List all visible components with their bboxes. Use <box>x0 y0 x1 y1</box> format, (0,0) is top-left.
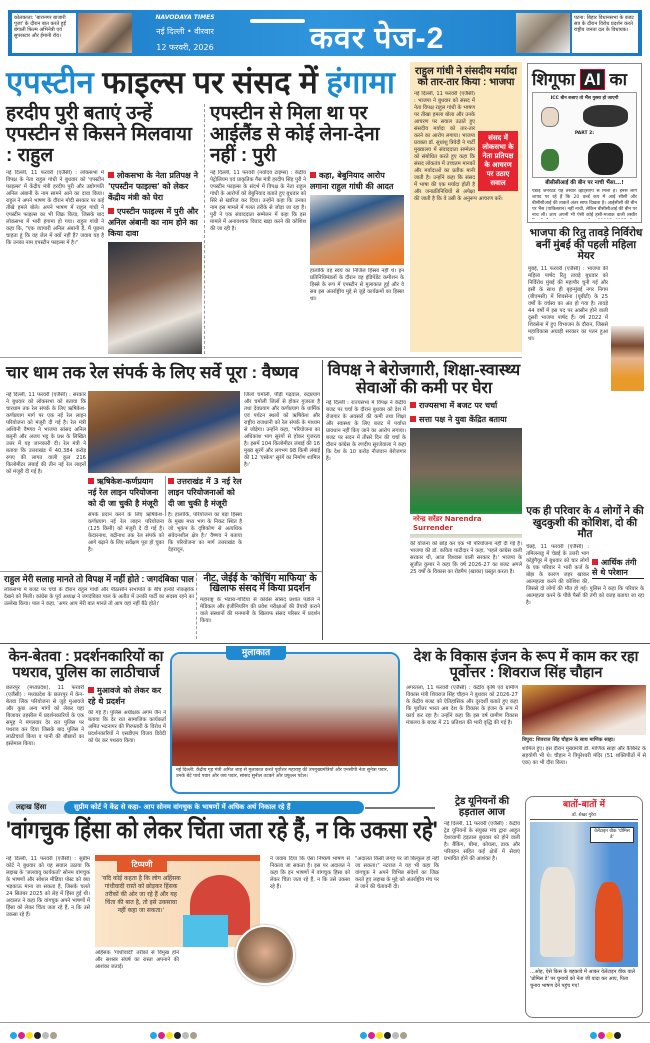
page-title: कवर पेज-2 <box>310 22 445 55</box>
wangchuk-body-2: अहिंसक 'गांधीवादी' तरीकों से विमुख होने और सशस्त्र संघर्ष का रास्ता अपनाने की आशंका जताई। <box>95 950 179 970</box>
bjp-callout: संसद में लोकसभा के नेता प्रतिपक्ष के आचरण पर उठाए सवाल <box>478 131 518 191</box>
opposition-body-2: की योजना को छोड़ कर एक भी परियोजना नहीं दी गई है। भाजपा की डॉ. कविता पाटीदार ने कहा, 'पहले कांग्रेस वाली सरकार थी, आज विश्वास वाली सरकार है।' भाजपा के सुजीत कुमार ने कहा कि वर्ष 2026-27 का बजट अगले 25 वर्षों के विकास का रोडमैप (खाका) प्रस्तुत करता है। <box>410 541 522 576</box>
lead-bullets <box>108 170 202 354</box>
cartoon-note: एडाई जेनरेटेड यह तस्वीर व्हाट्सएप से मिली है। इनसे लोग शायद पर रहे हैं कि 20 वर्ल्ड कप में आई सीसी और बीसीसीआई की ताकतें अंतर साफ दिखता है। आईसीसी की बीन पर भैंस (पाकिस्तान) नहीं नाची, लेकिन बीसीसीआई की बीन पर नाच ली। आप अपनी भी ऐसी कोई हंसी-मजाक वाली तस्वीर <box>532 189 637 218</box>
issue-date: 12 फरवरी, 2026 <box>156 43 214 52</box>
meeting-label: मुलाकात <box>226 646 286 660</box>
header-arrow-decoration <box>250 19 305 23</box>
wangchuk-body: नई दिल्ली, 11 फरवरी (एजैंसी) : सुप्रीम कोर्ट ने बुधवार को यह सवाल उठाया कि लद्दाख के 'जलवायु कार्यकर्ता' सोनम वांगचुक के भाषणों और सोशल मीडिया पोस्ट को क्या भड़काऊ माना जा सकता है, जिसके चलते 24 सितंबर 2025 को लेह में हिंसा हुई थी। अदालत ने कहा कि वांगचुक अपने भाषणों में हिंसा को लेकर चिंता जता रहे हैं, न कि उसे उकसा रहे हैं। <box>6 856 90 918</box>
lead-subhead-puri: एपस्टीन से मिला था पर आईलैंड से कोई लेना-देना नहीं : पुरी <box>210 103 380 166</box>
section-rule <box>0 643 650 644</box>
wangchuk-body-4: "अदालत किसी जगह पर जो बिल्कुल हो नहीं जा सकता।" नटराज ने यह भी कहा कि वांगचुक ने अपने विभिन्न संदेशों का जिक्र करते हुए लद्दाख के मुद्दे को अंतर्राष्ट्रीय मंच पर ले जाने की चेतावनी दी। <box>355 856 439 890</box>
woman-illustration <box>595 882 623 962</box>
rail-body: नई दिल्ली, 11 फरवरी (एजैंसी) : सरकार ने बुधवार को लोकसभा को बताया कि चारधाम तक रेल संपर्क के लिए ऋषिकेश-कर्णप्रयाग मार्ग पर एक नई रेल लाइन परियोजना को मंजूरी दी गई है। रेल मंत्री अश्विनी वैष्णव ने भाजपा सांसद अनिल बलूनी और अजय भट्ट के प्रश्न के लिखित उत्तर में यह जानकारी दी। रेल मंत्री ने बताया कि उत्तराखंड में 40,384 करोड़ रुपए की लागत वाली कुल 216 किलोमीटर लंबाई की तीन नई रेल लाइनों को मंजूरी दी गई है। <box>6 392 86 475</box>
bullet: एपस्टीन फाइल्स में पुरी और अनिल अंबानी का नाम होने का किया दावा <box>108 206 202 239</box>
header-right-photo <box>516 13 570 53</box>
lead-headline <box>6 66 404 100</box>
shivraj-body: अगरतला, 11 फरवरी (एजैंसी) : केंद्रीय कृषि एवं ग्रामीण विकास मंत्री शिवराज सिंह चौहान ने बुधवार को 2026-27 के केंद्रीय बजट को ऐतिहासिक और दूरदर्शी बताते हुए कहा कि पूर्वोत्तर भारत अब देश के विकास के इंजन के रूप में कार्य कर रहा है। उन्होंने कहा कि इस वर्ष ग्रामीण विकास मंत्रालय के बजट में 21 प्रतिशत की भारी वृद्धि की गई है। <box>406 684 518 726</box>
rail-subcol-1 <box>88 476 164 568</box>
panel-caption: ICC बीन बजाए तो भैंस गुस्सा हो जाएगी <box>550 96 619 101</box>
shivraj-body-2: शामिल हुए। इस दौरान मुख्यमंत्री डॉ. माणिक साहा और कैबिनेट के सहयोगी भी थे। चौहान ने त्रिपुरेश्वरी मंदिर (51 शक्तिपीठों में से एक) का भी दौरा किया। <box>522 745 646 766</box>
wangchuk-body-3: ने जवाब दिया कि ऐसा निष्कर्ष भाषण से निकला जा सकता है। इस पर अदालत ने कहा कि इन भाषणों में वांगचुक हिंसा को लेकर चिंता जता रहे हैं, न कि उसे उकसा रहे हैं। <box>270 856 350 890</box>
lead-puri-row <box>210 170 404 354</box>
bullet: राज्यसभा में बजट पर चर्चा <box>410 400 522 411</box>
shigufa-title-wrap <box>532 67 638 90</box>
shivraj-side <box>522 685 646 794</box>
rail-headline-wrap <box>6 364 318 383</box>
comment-box <box>95 855 260 947</box>
shigufa-ai-box <box>527 63 642 223</box>
protest-banner: नरेन्द्र सरेंडर Narendra Surrender <box>410 514 522 534</box>
bullet: ऋषिकेश-कर्णप्रयाग नई रेल लाइन परियोजना को दी जा चुकी है मंजूरी <box>88 476 164 509</box>
paper-name: NAVODAYA TIMES <box>155 14 215 21</box>
family-headline: एक ही परिवार के 4 लोगों ने की खुदकुशी की कोशिश, दो की मौत <box>526 505 644 541</box>
hardeep-puri-photo <box>310 195 404 265</box>
rahul-advice-body: लोकसभा में बजट पर चर्चा के दौरान राहुल गांधी और पीठासीन सभापति के बीच हल्की नोकझोंक देखने को मिली। कांग्रेस के पूर्व अध्यक्ष ने जगदंबिका पाल के अतीत में उनकी पार्टी का सदस्य रहने का उल्लेख किया। पाल ने कहा, 'अगर आप मेरी बात मानते तो आप वहां नहीं बैठे होते।' <box>4 586 194 607</box>
lead-rahul-column <box>6 104 202 354</box>
kicker-rule <box>365 807 435 809</box>
rahul-advice-headline: राहुल मेरी सलाह मानते तो विपक्ष में नहीं होते : जगदंबिका पाल <box>4 574 194 584</box>
bullet: आर्थिक तंगी से थे परेशान <box>592 558 644 579</box>
color-registration-marks <box>590 1024 622 1043</box>
neet-headline: नीट, जेईई के 'कोचिंग माफिया' के खिलाफ संसद में किया प्रदर्शन <box>203 573 317 595</box>
wangchuk-headline: 'वांगचुक हिंसा को लेकर चिंता जता रहे हैं, न कि उकसा रहे' <box>6 817 438 844</box>
bullet: कहा, बेबुनियाद आरोप लगाना राहुल गांधी की आदत <box>310 170 404 192</box>
ken-betwa-body: छतरपुर (मध्यप्रदेश), 11 फरवरी (एजैंसी) : मध्यप्रदेश के छतरपुर में केन-बेतवा लिंक परियोजना से जुड़े मुआवजे और कुछ अन्य मांगों को लेकर यहां बिजावर तहसील में प्रदर्शनकारियों के एक समूह ने मंगलवार देर रात पुलिस पर पथराव कर दिया जिसके बाद पुलिस ने लाठीचार्ज किया व पानी की बौछारों का इस्तेमाल किया। <box>6 684 84 747</box>
title-part: शिगूफा <box>532 70 576 89</box>
baaton-baaton-mein-box <box>525 796 643 1018</box>
mayor-headline: भाजपा की रितु तावड़े निर्विरोध बनीं मुंबई की पहली महिला मेयर <box>529 227 643 263</box>
meeting-caption: नई दिल्ली: केंद्रीय गृह मंत्री अमित शाह से मुलाकात करते पूर्वोत्तर महाराष्ट्र की उपमुख्यमंत्रियों और एनसीपी नेता सुनेत्रा पवार, उनके बेटे पार्थ पवार और जय पवार, सांसद सुनील तटकरे और प्रफुल्ल पटेल। <box>176 768 389 779</box>
family-body-wrap <box>526 544 644 640</box>
masthead <box>140 14 230 53</box>
headline-part: एपस्टीन <box>6 65 94 100</box>
neet-story <box>200 574 320 639</box>
mayor-body-wrap <box>528 266 644 502</box>
lead-subhead-rahul: हरदीप पुरी बताएं उन्हें एपस्टीन से किसने मिलवाया : राहुल <box>6 103 192 166</box>
neet-body: महाराष्ट्र के भंडारा-गोंदिया से कांग्रेस सांसद प्रशांत पडोले ने मेडिकल और इंजीनियरिंग की प्रवेश परीक्षाओं की तैयारी कराने वाले संस्थानों की मनमानी के खिलाफ संसद परिसर में प्रदर्शन किया। <box>200 596 320 624</box>
bjp-story-box <box>410 62 522 352</box>
opposition-body: नई दिल्ली : राज्यसभा में विपक्ष ने केंद्रीय बजट पर चर्चा के दौरान बुधवार को देश में रोजगार के अवसरों की कमी तथा शिक्षा और स्वास्थ्य के लिए बजट में पर्याप्त प्रावधान नहीं किए जाने का आरोप लगाया। बजट पर सदन में तीसरे दिन की चर्चा के दौरान कांग्रेस के रणदीप सुरजेवाला ने कहा कि देश के 10 करोड़ नौजवान बेरोजगार हैं। <box>326 400 406 463</box>
lead-puri-column <box>210 104 404 354</box>
shigufa-title <box>532 67 638 90</box>
ritu-tawde-photo <box>611 326 644 391</box>
section-rule <box>0 571 322 572</box>
bjp-body-wrap <box>414 91 518 348</box>
rahul-gandhi-photo <box>108 242 202 354</box>
ken-betwa-row <box>6 685 166 794</box>
sonam-wangchuk-photo <box>235 925 295 985</box>
strike-body: नई दिल्ली, 11 फरवरी (एजैंसी) : केंद्रीय ट्रेड यूनियनों के संयुक्त मंच द्वारा आहूत देशव्यापी हड़ताल बुधवार को होने वाली है। बैंकिंग, बीमा, कोयला, डाक और परिवहन सहित कई क्षेत्रों में सेवाएं प्रभावित होने की आशंका है। <box>444 821 520 862</box>
kicker-bar <box>64 801 364 814</box>
color-registration-marks <box>150 1024 198 1043</box>
bjp-headline: राहुल गांधी ने संसदीय मर्यादा को तार-तार किया : भाजपा <box>415 66 517 88</box>
title-part: का <box>609 70 627 89</box>
color-registration-marks <box>10 1024 58 1043</box>
lead-body-puri: नई दिल्ली, 11 फरवरी (नवोदय टाइम्स) : केंद्रीय पेट्रोलियम एवं प्राकृतिक गैस मंत्री हरदीप सिंह पुरी ने एपस्टीन फाइल्स के संदर्भ में विपक्ष के नेता राहुल गांधी के आरोपों को बेबुनियाद बताते हुए बुधवार को सिरे से खारिज कर दिया। उन्होंने कहा कि उनका नाम इस मामले में गलत तरीके से जोड़ा जा रहा है। पुरी ने एक संवाददाता सम्मेलन में कहा कि इस मामले में अनावश्यक विवाद खड़ा करने की कोशिश की जा रही है। <box>210 169 306 232</box>
column-divider <box>322 360 323 640</box>
rail-body-4: है। हालांकि, परियोजना का बड़ा हिस्सा के मुख्य मध्य भाग के निकट स्थित है जो भूकंप के दृष्टिकोण से अत्यधिक संवेदनशील क्षेत्र है।' वैष्णव ने बताया कि परियोजना का मार्ग उत्तराखंड के देहरादून, <box>168 512 242 553</box>
bullet: लोकसभा के नेता प्रतिपक्ष ने 'एपस्टीन फाइल्स' को लेकर केंद्रीय मंत्री को घेरा <box>108 170 202 203</box>
kicker-text: सुप्रीम कोर्ट ने केंद्र से कहा- आप सोनम वांगचुक के भाषणों में अधिक अर्थ निकाल रहे हैं <box>74 803 291 811</box>
mayor-story <box>528 228 644 502</box>
opposition-row <box>326 400 522 640</box>
bullet: मुआवजे को लेकर कर रहे थे प्रदर्शन <box>88 685 166 707</box>
header-right-caption: पटना: बिहार विधानसभा के बजट सत्र के दौरान विरोध प्रदर्शन करते राष्ट्रीय जनता दल के विधायक। <box>572 13 638 53</box>
ken-betwa-headline: केन-बेतवा : प्रदर्शनकारियों का पथराव, पुलिस का लाठीचार्ज <box>8 649 164 681</box>
ai-cartoon-image <box>532 92 637 178</box>
opposition-side <box>410 400 522 640</box>
shivraj-photo-caption: त्रिपुरा: शिवराज सिंह चौहान के साथ माणिक साहा। <box>522 736 615 743</box>
lead-body-rahul: नई दिल्ली, 11 फरवरी (एजैंसी) : लोकसभा में विपक्ष के नेता राहुल गांधी ने बुधवार को 'एपस्टीन फाइल्स' में केंद्रीय मंत्री हरदीप पुरी और उद्योगपति अनिल अंबानी के नाम सामने आने का दावा किया। राहुल ने अपने भाषण के दौरान मोदी सरकार पर कई तीखे हमले बोले। अपने भाषण में राहुल गांधी ने एपस्टीन फाइल्स का भी जिक्र किया, जिसके बाद लोकसभा में भारी हंगामा हो गया। राहुल गांधी ने कहा कि, "एक व्यापारी अनिल अंबानी हैं, मैं पूछना चाहता हूं कि वह जेल में क्यों नहीं हैं? जवाब यह है कि उनका नाम एपस्टीन फाइल्स में है।" <box>6 169 104 246</box>
comment-label: टिप्पणी <box>117 858 167 872</box>
opposition-story <box>326 362 522 640</box>
shivraj-story <box>406 650 646 794</box>
rail-headline: चार धाम तक रेल संपर्क के लिए सर्वे पूरा : वैष्णव <box>6 363 299 382</box>
ken-betwa-body-2: की गई है। पुलिस अधीक्षक अगम जैन ने बताया कि देर रात सामाजिक कार्यकर्ता अमित भटनागर की गिरफ्तारी के विरोध में प्रदर्शनकारियों ने एसडीएम विजय डिवेदी को घेर कर पथराव किया। <box>88 709 166 744</box>
ashwini-vaishnaw-photo <box>88 391 240 473</box>
shivraj-chauhan-photo <box>522 685 646 735</box>
buffalo-illustration <box>583 105 628 127</box>
cartoon-caption: बीसीसीआई की बीन पर नाची भैंसा...! <box>545 180 624 186</box>
shivraj-row <box>406 685 646 794</box>
rahul-advice-story <box>4 575 194 639</box>
cartoon-title: बातों-बातों में <box>562 800 606 810</box>
protest-photo <box>410 428 522 538</box>
rail-body-2: जिलों चमोली, पौड़ी गढ़वाल, रुद्रप्रयाग और चमोली जिलों से होकर गुजरता है तथा देवप्रयाग और कर्णप्रयाग के धार्मिक एवं पर्यटन स्थलों को ऋषिकेश और राष्ट्रीय राजधानी को रेल संपर्क के माध्यम से जोड़ेगा। उन्होंने कहा, 'परियोजना का अधिकांश भाग सुरंगों से होकर गुजरता है। इसमें 104 किलोमीटर लंबाई की 16 मुख्य सुरंगें और लगभग 98 किमी लंबाई की 12 'एस्केप' सुरंगें का निर्माण शामिल है।' <box>244 392 320 468</box>
column-divider <box>204 104 205 354</box>
shivraj-headline: देश के विकास इंजन के रूप में काम कर रहा पूर्वोत्तर : शिवराज सिंह चौहान <box>413 649 639 681</box>
footer-rule <box>0 1022 650 1023</box>
wangchuk-headline-wrap <box>6 818 438 844</box>
cartoon-sign: वेलेंटाइन वीक 'प्रोमिस डे' <box>590 827 634 843</box>
lead-rahul-row <box>6 170 202 354</box>
flute-player-illustration <box>541 149 559 171</box>
strike-headline: ट्रेड यूनियनों की हड़ताल आज <box>454 796 510 818</box>
ken-betwa-side <box>88 685 166 794</box>
amit-shah-meeting-photo <box>172 654 398 766</box>
bullet: उत्तराखंड में 3 नई रेल लाइन परियोजनाओं को दी जा चुकी है मंजूरी <box>168 477 242 508</box>
part-label: PART 2: <box>574 131 595 136</box>
bjp-body: नई दिल्ली, 11 फरवरी (एजैंसी) : भाजपा ने बुधवार को संसद में नेता विपक्ष राहुल गांधी के भाषण पर तीखा हमला बोला और उनके आचरण पर सवाल उठाते हुए संसदीय मर्यादा को तार-तार करने का आरोप लगाया। भाजपा प्रवक्ता डॉ. सुधांशु त्रिवेदी ने पार्टी मुख्यालय में संवाददाता सम्मेलन को संबोधित करते हुए कहा कि संसद लोकतंत्र में उच्चतम मानकों और मर्यादाओं का प्रतीक मानी जाती है। उन्होंने कहा कि संसद में भाषा की एक मर्यादा होती है और जनप्रतिनिधियों से अपेक्षा की जाती है कि वे उसी के अनुरूप आचरण करें। <box>414 91 503 202</box>
ai-logo: AI <box>580 69 605 90</box>
bullet: सत्ता पक्ष ने युवा केंद्रित बताया <box>410 414 522 425</box>
family-body: चेन्नई, 11 फरवरी (एजैंसी) : तमिलनाडु में चेन्नई के उत्तरी भाग कोडुंगैयूर में बुधवार को चार लोगों के एक परिवार ने भारी कर्ज के बोझ के कारण जहर खाकर आत्महत्या करने की कोशिश की, जिससे दो लोगों की मौत हो गई। पुलिस ने कहा कि परिवार के आत्महत्या करने के पीछे पैसों की तंगी को वजह बताया जा रहा है। <box>526 543 644 606</box>
cartoon-bottom-caption: ...ओह, ऐसे किस के बहकावे में आकर वेलेंटाइन वीक वाले 'प्रोमिस डे' पर चुनावों को नेता जी वादा कर आए, पिता चुनाव भाषण देने पहुंच गए! <box>530 969 635 989</box>
column-divider <box>196 573 197 639</box>
ken-betwa-story <box>6 650 166 794</box>
flute-player-illustration <box>541 107 559 127</box>
header-left-caption: कोलकाता: 'बारानगर बाजारी पूजा' के दौरान बात करते हुईं बंगाली फिल्म अभिनेत्री एवं सुपरस्टार और ईमानी रॉय। <box>12 13 76 53</box>
rail-subcol-2 <box>168 476 242 568</box>
comment-quote: 'यदि कोई कहता है कि लोग अहिंसक गांधीवादी रास्ते को छोड़कर हिंसक तरीकों की ओर जा रहे हैं और यह चिंता की बात है, तो इसे उकसावा नहीं कहा जा सकता।' <box>101 875 181 914</box>
family-story <box>526 506 644 640</box>
section-tag: लद्दाख हिंसा <box>8 801 68 814</box>
rail-body-3: संपर्क प्रदान करने के लिए ऋषिकेश-कर्णप्रयाग नई रेल लाइन परियोजना (125 किमी) को मंजूरी दे दी गई है। केदारनाथ, बद्रीनाथ तक रेल संपर्क को आगे बढ़ाने के लिए सर्वेक्षण पूरा हो चुका है। <box>88 512 164 553</box>
valentine-cartoon-image <box>530 822 638 967</box>
lead-puri-side <box>310 170 404 354</box>
column-divider <box>165 476 166 516</box>
headline-part: हंगामा <box>326 65 395 100</box>
place-day: नई दिल्ली • वीरवार <box>156 27 214 36</box>
headline-part: फाइल्स पर संसद में <box>102 65 318 100</box>
opposition-headline: विपक्ष ने बेरोजगारी, शिक्षा-स्वास्थ्य सेवाओं की कमी पर घेरा <box>327 362 521 397</box>
dancing-buffalo-illustration <box>588 143 623 175</box>
color-registration-marks <box>360 1024 408 1043</box>
meeting-photo-box <box>170 652 400 794</box>
lead-body-puri-2: हालांकि वह स्वयं का निजिल हिस्सा नहीं थे। इन प्रतिनिधिमंडलों के दौरान वह इंडिपेंडेंट कमीशन के हिस्से के रूप में एपस्टीन से मुलाकात हुई और वे सब इस अंतर्राष्ट्रीय मुद्दे से जुड़े कार्यक्रमों का हिस्सा था। <box>310 267 404 302</box>
podium-illustration <box>183 915 228 947</box>
old-man-illustration <box>540 867 575 957</box>
lead-headline-wrap <box>6 66 404 102</box>
section-rule <box>0 357 522 358</box>
mayor-body: मुंबई, 11 फरवरी (एजैंसी) : भाजपा की महिला पार्षद रितु तावड़े बुधवार को निर्विरोध मुंबई की महापौर चुनी गईं और इसी के साथ ही बृहन्मुंबई नगर निगम (बीएमसी) में शिवसेना (यूबीटी) के 25 वर्षों के वर्चस्व का अंत हो गया है। तावड़े 44 वर्षों में इस पद पर आसीन होने वाली दूसरी भाजपा पार्षद हैं। वर्ष 2022 में शिवसेना में हुए विभाजन के दौरान, जिससे महाविकास अघाड़ी सरकार का पतन हुआ था। <box>528 265 608 342</box>
strike-story <box>444 796 520 1020</box>
header-left-photo <box>78 13 132 53</box>
cartoonist-byline: डॉ. शेखर गुरेरा <box>530 813 638 820</box>
